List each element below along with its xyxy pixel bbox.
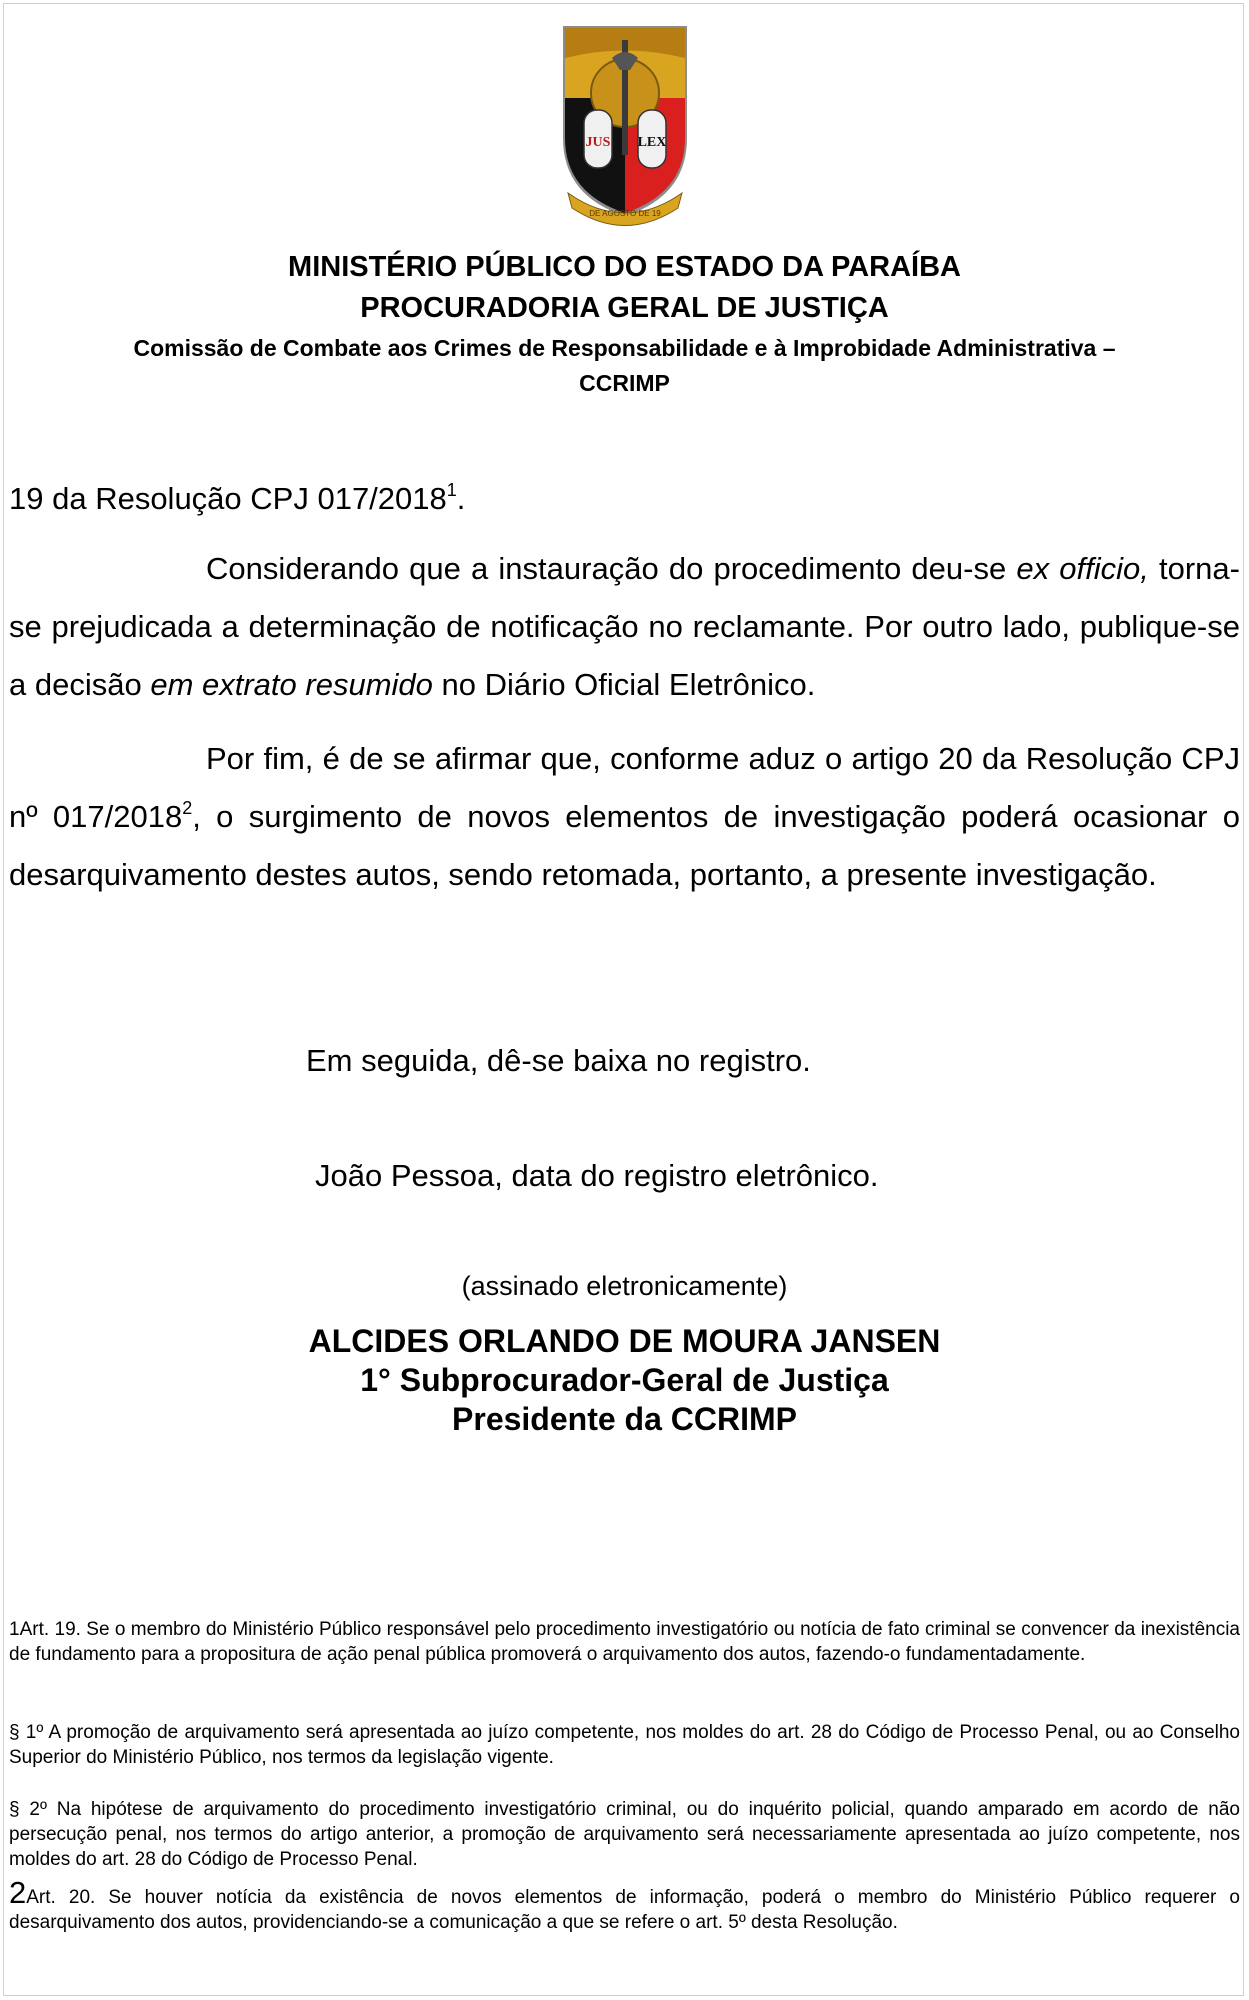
header-ministry: MINISTÉRIO PÚBLICO DO ESTADO DA PARAÍBA bbox=[288, 251, 961, 283]
footnote-1-number: 1 bbox=[9, 1619, 20, 1640]
paragraph-resolution-ref bbox=[9, 470, 1240, 528]
footnote-2-number: 2 bbox=[9, 1875, 27, 1910]
header-procuradoria: PROCURADORIA GERAL DE JUSTIÇA bbox=[360, 292, 889, 324]
p2-em-ex-officio: ex officio, bbox=[1016, 551, 1149, 586]
place-date-line: João Pessoa, data do registro eletrônico. bbox=[315, 1158, 879, 1193]
crest-left-text: JUS bbox=[585, 135, 611, 150]
paragraph-desarquivamento bbox=[9, 730, 1240, 904]
paragraph-ex-officio bbox=[9, 540, 1240, 714]
signer-office: Presidente da CCRIMP bbox=[452, 1401, 797, 1437]
footnote-1-text: Art. 19. Se o membro do Ministério Público responsável pelo procedimento investigatório ou notícia de fato criminal se convencer da inexistência de fundamento para a propositura de ação penal pública promoverá o arquivamento dos autos, fazendo-o fundamentadamente. bbox=[9, 1619, 1240, 1665]
footnote-2-text: Art. 20. Se houver notícia da existência de novos elementos de informação, poderá o membro do Ministério Público requerer o desarquivamento dos autos, providenciando-se a comunicação a que se refere o art. 5º desta Resolução. bbox=[9, 1887, 1240, 1933]
footnote-ref-2: 2 bbox=[182, 798, 193, 818]
header-ccrimp: CCRIMP bbox=[579, 370, 670, 396]
p1-text: 19 da Resolução CPJ 017/2018 bbox=[9, 481, 447, 516]
p2-text-b: torna-se prejudicada a determinação de notificação no reclamante. Por outro lado, publique-se a decisão bbox=[9, 551, 1240, 702]
header-commission: Comissão de Combate aos Crimes de Responsabilidade e à Improbidade Administrativa – bbox=[133, 335, 1116, 361]
p3-text-a: Por fim, é de se afirmar que, conforme aduz o artigo 20 da Resolução CPJ nº 017/2018 bbox=[9, 741, 1240, 834]
baixa-registro-line: Em seguida, dê-se baixa no registro. bbox=[306, 1043, 811, 1078]
signer-role: 1° Subprocurador-Geral de Justiça bbox=[360, 1362, 889, 1398]
ministry-crest-logo bbox=[560, 18, 690, 228]
p1-end: . bbox=[456, 481, 466, 516]
crest-ribbon-text: DE AGOSTO DE 19 bbox=[589, 209, 661, 218]
signed-electronically-note: (assinado eletronicamente) bbox=[461, 1271, 788, 1301]
p2-em-extrato: em extrato resumido bbox=[150, 667, 433, 702]
p3-text-b: , o surgimento de novos elementos de investigação poderá ocasionar o desarquivamento destes autos, sendo retomada, portanto, a presente investigação. bbox=[9, 799, 1240, 892]
footnote-1-paragraph-1: § 1º A promoção de arquivamento será apresentada ao juízo competente, nos moldes do art. 28 do Código de Processo Penal, ou ao Conselho Superior do Ministério Público, nos termos da legislação vigente. bbox=[9, 1722, 1240, 1768]
footnote-ref-1: 1 bbox=[446, 480, 457, 500]
footnote-1-paragraph-2: § 2º Na hipótese de arquivamento do procedimento investigatório criminal, ou do inquérito policial, quando amparado em acordo de não persecução penal, nos termos do artigo anterior, a promoção de arquivamento será necessariamente apresentada ao juízo competente, nos moldes do art. 28 do Código de Processo Penal. bbox=[9, 1799, 1240, 1870]
footnote-2 bbox=[9, 1875, 1240, 1935]
footnote-1 bbox=[9, 1617, 1240, 1667]
signer-name: ALCIDES ORLANDO DE MOURA JANSEN bbox=[308, 1323, 941, 1359]
p2-text-c: no Diário Oficial Eletrônico. bbox=[432, 667, 816, 702]
p2-text-a: Considerando que a instauração do procedimento deu-se bbox=[206, 551, 1017, 586]
crest-right-text: LEX bbox=[637, 135, 667, 150]
